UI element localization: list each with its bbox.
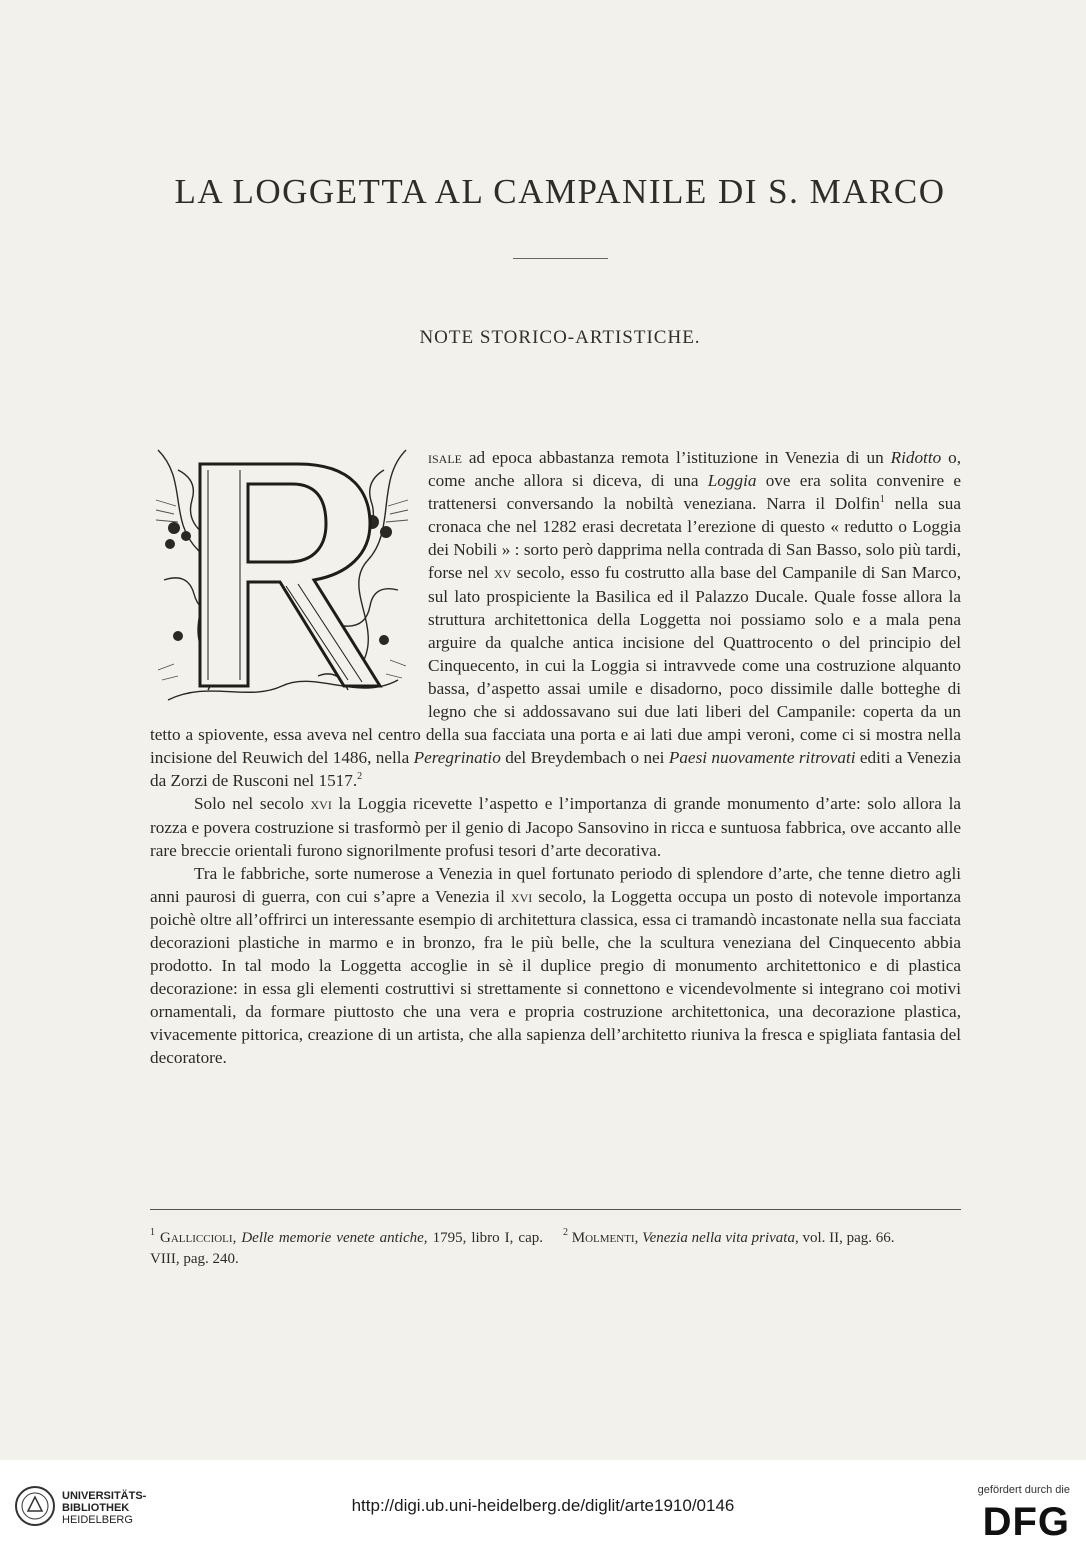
italic-term: Ridotto bbox=[890, 448, 942, 467]
century-numeral: xvi bbox=[510, 886, 533, 906]
text-run: nella sua cronaca che nel 1282 erasi decretata l’erezione di questo « redutto o Loggia dei Nobili » : sorto però dapprima nella contrada di San Basso, solo più tardi, forse nel bbox=[428, 494, 961, 583]
library-line-1: UNIVERSITÄTS- bbox=[62, 1490, 147, 1502]
italic-term: Peregrinatio bbox=[413, 748, 501, 768]
article-subtitle: NOTE STORICO-ARTISTICHE. bbox=[419, 327, 701, 348]
footnote-2 bbox=[563, 1228, 961, 1249]
text-run: , bbox=[232, 1230, 242, 1246]
text-run: del Breydembach o nei bbox=[500, 748, 669, 768]
text-run: o, come anche allora si diceva, di una bbox=[428, 448, 962, 491]
title-divider bbox=[513, 258, 608, 259]
century-numeral: xvi bbox=[310, 794, 332, 814]
library-line-2: BIBLIOTHEK bbox=[62, 1502, 130, 1514]
century-numeral: xv bbox=[493, 563, 512, 583]
library-line-3: HEIDELBERG bbox=[62, 1514, 133, 1526]
article-body bbox=[150, 446, 961, 1070]
footnote-number: 1 bbox=[150, 1227, 155, 1238]
initial-spacer bbox=[150, 444, 428, 718]
text-run: secolo, esso fu costrutto alla base del Campanile di San Marco, sul lato prospiciente la Basilica ed il Palazzo Ducale. Quale fosse allora la struttura architettonica della Loggetta noi possiamo solo e a mala pena arguire da qualche antica incisione del Quattrocento o del principio del Cinquecento, in cui la Loggia si intravvede come una costruzione alquanto bassa, d’aspetto assai umile e disadorno, poco dissimile dalle botteghe di legno che si addossavano sui due lati liberi del Campanile: coperta da un tetto a spiovente, essa aveva nel centro della sua facciata una porta e ai lati due ampi veroni, come ci si mostra nella incisione del Reuwich del 1486, nella bbox=[150, 563, 961, 768]
text-run: editi a Venezia da Zorzi de Rusconi nel 1517. bbox=[150, 748, 961, 791]
text-run: , vol. II, pag. 66. bbox=[794, 1230, 895, 1246]
italic-term: Paesi nuovamente ritrovati bbox=[668, 748, 856, 768]
text-run: , bbox=[634, 1230, 643, 1246]
library-name bbox=[62, 1490, 146, 1526]
university-seal-icon bbox=[14, 1485, 56, 1527]
footnote-number: 2 bbox=[563, 1227, 568, 1238]
footnote-title: Delle memorie venete antiche bbox=[241, 1230, 424, 1246]
article-title: LA LOGGETTA AL CAMPANILE DI S. MARCO bbox=[174, 172, 946, 211]
text-run: ad epoca abbastanza remota l’istituzione in Venezia di un bbox=[462, 448, 891, 467]
text-run: ove era solita convenire e trattenersi conversando la nobiltà veneziana. Narra il Dolfin bbox=[428, 471, 961, 514]
text-run: Tra le fabbriche, sorte numerose a Venezia in quel fortunato periodo di splendore d’arte, che tenne dietro agli anni paurosi di guerra, con cui s’apre a Venezia il bbox=[150, 863, 961, 906]
footnote-ref-1: 1 bbox=[879, 494, 885, 506]
viewer-footer bbox=[0, 1460, 1086, 1551]
text-run: secolo, la Loggetta occupa un posto di notevole importanza poichè oltre all’offrirci un interessante esempio di architettura classica, essa ci tramandò incastonate nella sua facciata decorazioni plastiche in marmo e in bronzo, fra le più belle, che la scultura veneziana del Cinquecento abbia prodotto. In tal modo la Loggetta accoglie in sè il duplice pregio di monumento architettonico e di plastica decorazione: in essa gli elementi costruttivi si strettamente si connettono e vicendevolmente si integrano coi motivi ornamentali, da formare piuttosto che una vera e propria costruzione architettonica, una decorazione plastica, vivacemente pittorica, creazione di un artista, che alla sapienza dell’architetto riuniva la fresca e spigliata fantasia del decoratore. bbox=[150, 886, 961, 1068]
footnote-1 bbox=[150, 1228, 543, 1270]
permalink[interactable]: http://digi.ub.uni-heidelberg.de/diglit/arte1910/0146 bbox=[351, 1496, 735, 1515]
paragraph-3 bbox=[150, 862, 961, 1070]
footnote-author: Molmenti bbox=[571, 1230, 635, 1246]
footnote-author: Galliccioli bbox=[160, 1230, 233, 1246]
footnote-title: Venezia nella vita privata bbox=[642, 1230, 795, 1246]
funder-note: gefördert durch die bbox=[977, 1484, 1070, 1496]
footnote-ref-2: 2 bbox=[357, 771, 363, 783]
text-run: Solo nel secolo bbox=[194, 794, 311, 814]
lead-word: isale bbox=[428, 448, 462, 467]
footnote-divider bbox=[150, 1209, 961, 1210]
paragraph-2 bbox=[150, 792, 961, 861]
text-run: , 1795, libro I, cap. VIII, pag. 240. bbox=[150, 1230, 543, 1267]
dfg-logo-icon: DFG bbox=[982, 1500, 1070, 1544]
italic-term: Loggia bbox=[707, 471, 757, 491]
text-run: la Loggia ricevette l’aspetto e l’importanza di grande monumento d’arte: solo allora la rozza e povera costruzione si trasformò per il genio di Jacopo Sansovino in ricca e suntuosa fabbrica, ove accanto alle rare breccie orientali furono signorilmente profusi tesori d’arte decorativa. bbox=[150, 794, 961, 860]
